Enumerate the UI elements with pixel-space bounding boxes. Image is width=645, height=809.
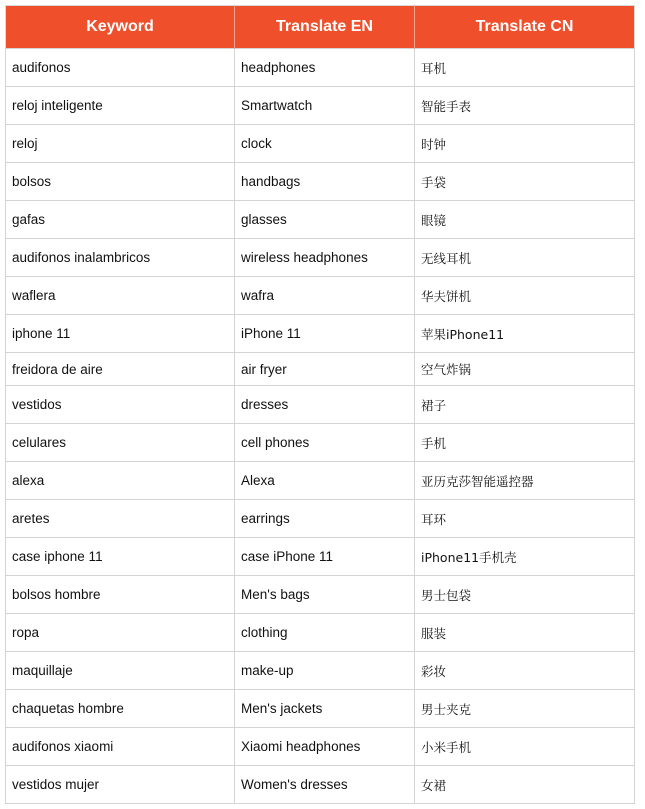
translate-cn-cell: 小米手机 (415, 728, 635, 766)
translate-cn-cell: 裙子 (415, 386, 635, 424)
translate-cn-cell: 华夫饼机 (415, 277, 635, 315)
keyword-cell: vestidos (6, 386, 235, 424)
keyword-cell: maquillaje (6, 652, 235, 690)
translate-en-cell: dresses (235, 386, 415, 424)
keyword-cell: celulares (6, 424, 235, 462)
table-body (6, 49, 635, 804)
table-row (6, 163, 635, 201)
translate-en-cell: make-up (235, 652, 415, 690)
translate-cn-cell: 耳机 (415, 49, 635, 87)
translate-en-cell: earrings (235, 500, 415, 538)
translate-en-cell: air fryer (235, 353, 415, 386)
table-row (6, 576, 635, 614)
keyword-cell: freidora de aire (6, 353, 235, 386)
translate-cn-cell: iPhone11手机壳 (415, 538, 635, 576)
table-row (6, 538, 635, 576)
translate-cn-cell: 无线耳机 (415, 239, 635, 277)
translate-en-cell: Women's dresses (235, 766, 415, 804)
keyword-cell: bolsos hombre (6, 576, 235, 614)
translate-en-cell: cell phones (235, 424, 415, 462)
translate-cn-cell: 耳环 (415, 500, 635, 538)
translate-en-cell: Men's jackets (235, 690, 415, 728)
translate-cn-cell: 服装 (415, 614, 635, 652)
keyword-cell: case iphone 11 (6, 538, 235, 576)
translate-cn-cell: 男士夹克 (415, 690, 635, 728)
table-row (6, 239, 635, 277)
translate-en-cell: clothing (235, 614, 415, 652)
table-row (6, 500, 635, 538)
table-row (6, 125, 635, 163)
keyword-cell: gafas (6, 201, 235, 239)
translate-cn-cell: 手机 (415, 424, 635, 462)
translate-cn-cell: 女裙 (415, 766, 635, 804)
table-row (6, 386, 635, 424)
table-row (6, 87, 635, 125)
keyword-cell: audifonos (6, 49, 235, 87)
table-row (6, 424, 635, 462)
keyword-cell: audifonos inalambricos (6, 239, 235, 277)
table-row (6, 201, 635, 239)
table-row (6, 690, 635, 728)
translate-en-cell: glasses (235, 201, 415, 239)
header-translate-cn: Translate CN (415, 6, 635, 49)
translate-cn-cell: 亚历克莎智能遥控器 (415, 462, 635, 500)
header-translate-en: Translate EN (235, 6, 415, 49)
translate-cn-cell: 眼镜 (415, 201, 635, 239)
table-row (6, 652, 635, 690)
keyword-cell: audifonos xiaomi (6, 728, 235, 766)
translate-cn-cell: 智能手表 (415, 87, 635, 125)
keyword-cell: iphone 11 (6, 315, 235, 353)
table-row (6, 462, 635, 500)
translate-en-cell: clock (235, 125, 415, 163)
keyword-cell: vestidos mujer (6, 766, 235, 804)
translate-en-cell: Men's bags (235, 576, 415, 614)
keyword-cell: chaquetas hombre (6, 690, 235, 728)
table-row (6, 766, 635, 804)
keyword-cell: ropa (6, 614, 235, 652)
table-row (6, 728, 635, 766)
keyword-cell: reloj (6, 125, 235, 163)
translate-en-cell: iPhone 11 (235, 315, 415, 353)
keyword-cell: waflera (6, 277, 235, 315)
table-header-row (6, 6, 635, 49)
translate-cn-cell: 苹果iPhone11 (415, 315, 635, 353)
keyword-cell: aretes (6, 500, 235, 538)
translate-en-cell: case iPhone 11 (235, 538, 415, 576)
table-row (6, 614, 635, 652)
translate-en-cell: wireless headphones (235, 239, 415, 277)
translate-cn-cell: 手袋 (415, 163, 635, 201)
translate-en-cell: wafra (235, 277, 415, 315)
translate-cn-cell: 彩妆 (415, 652, 635, 690)
translate-en-cell: handbags (235, 163, 415, 201)
table-row (6, 49, 635, 87)
keyword-cell: bolsos (6, 163, 235, 201)
keyword-cell: alexa (6, 462, 235, 500)
keyword-translation-table (5, 5, 635, 804)
table-row (6, 277, 635, 315)
translate-cn-cell: 时钟 (415, 125, 635, 163)
translate-en-cell: headphones (235, 49, 415, 87)
table-row (6, 353, 635, 386)
keyword-cell: reloj inteligente (6, 87, 235, 125)
translate-cn-cell: 空气炸锅 (415, 353, 635, 386)
translate-en-cell: Alexa (235, 462, 415, 500)
translate-cn-cell: 男士包袋 (415, 576, 635, 614)
table-row (6, 315, 635, 353)
header-keyword: Keyword (6, 6, 235, 49)
translate-en-cell: Xiaomi headphones (235, 728, 415, 766)
translate-en-cell: Smartwatch (235, 87, 415, 125)
